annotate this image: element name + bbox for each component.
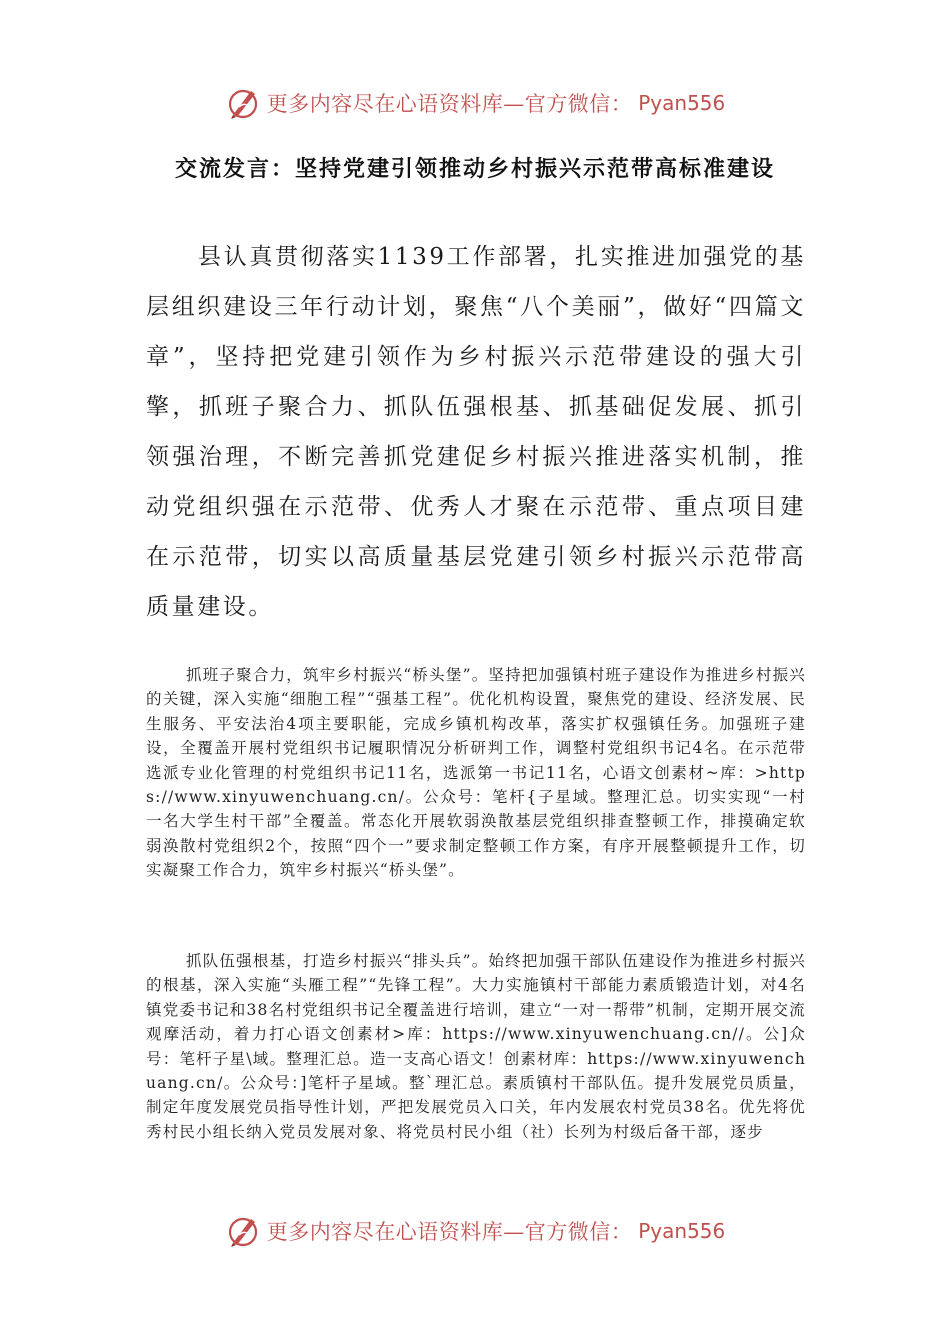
pen-logo-icon	[225, 85, 261, 121]
banner-wechat-id: Pyan556	[638, 91, 726, 115]
lead-paragraph: 县认真贯彻落实1139工作部署，扎实推进加强党的基层组织建设三年行动计划，聚焦“八个美丽”，做好“四篇文章”，坚持把党建引领作为乡村振兴示范带建设的强大引擎，抓班子聚合力、抓队伍强根基、抓基础促发展、抓引领强治理，不断完善抓党建促乡村振兴推进落实机制，推动党组织强在示范带、优秀人才聚在示范带、重点项目建在示范带，切实以高质量基层党建引领乡村振兴示范带高质量建设。	[146, 244, 806, 620]
body-paragraph-1: 抓班子聚合力，筑牢乡村振兴“桥头堡”。坚持把加强镇村班子建设作为推进乡村振兴的关键，深入实施“细胞工程”“强基工程”。优化机构设置，聚焦党的建设、经济发展、民生服务、平安法治4项主要职能，完成乡镇机构改革，落实扩权强镇任务。加强班子建设，全覆盖开展村党组织书记履职情况分析研判工作，调整村党组织书记4名。在示范带选派专业化管理的村党组织书记11名，选派第一书记11名，心语文创素材~库：>https://www.xinyuwenchuang.cn/。公众号：笔杆{子星域。整理汇总。切实实现“一村一名大学生村干部”全覆盖。常态化开展软弱涣散基层党组织排查整顿工作，排摸确定软弱涣散村党组织2个，按照“四个一”要求制定整顿工作方案，有序开展整顿提升工作，切实凝聚工作合力，筑牢乡村振兴“桥头堡”。	[146, 666, 806, 880]
pen-logo-icon	[225, 1213, 261, 1249]
header-banner	[0, 78, 950, 128]
body-paragraph-2: 抓队伍强根基，打造乡村振兴“排头兵”。始终把加强干部队伍建设作为推进乡村振兴的根基，深入实施“头雁工程”“先锋工程”。大力实施镇村干部能力素质锻造计划，对4名镇党委书记和38名村党组织书记全覆盖进行培训，建立“一对一帮带”机制，定期开展交流观摩活动，着力打心语文创素材>库：https://www.xinyuwenchuang.cn//。公]众号：笔杆子星\域。整理汇总。造一支高心语文！创素材库：https://www.xinyuwenchuang.cn/。公众号：]笔杆子星域。整`理汇总。素质镇村干部队伍。提升发展党员质量，制定年度发展党员指导性计划，严把发展党员入口关，年内发展农村党员38名。优先将优秀村民小组长纳入党员发展对象、将党员村民小组（社）长列为村级后备干部，逐步	[146, 952, 806, 1141]
footer-banner	[0, 1206, 950, 1256]
banner-wechat-id: Pyan556	[638, 1219, 726, 1243]
banner-text: 更多内容尽在心语资料库—官方微信：	[266, 92, 633, 116]
document-title: 交流发言：坚持党建引领推动乡村振兴示范带高标准建设	[174, 157, 775, 182]
banner-text: 更多内容尽在心语资料库—官方微信：	[266, 1220, 633, 1244]
